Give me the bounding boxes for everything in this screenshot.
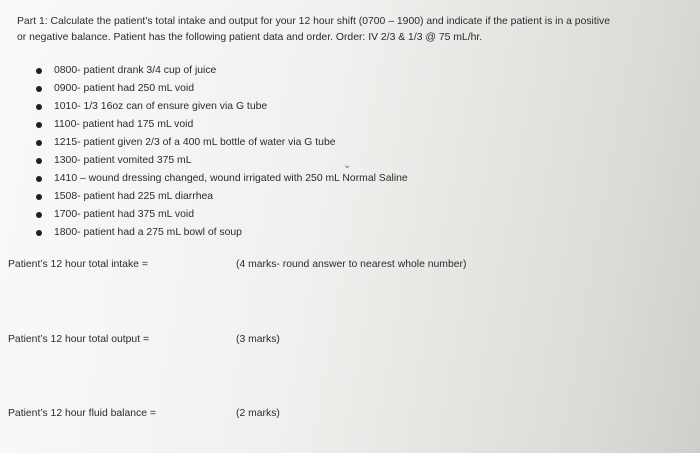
instructions-line-2: or negative balance. Patient has the following patient data and order. Order: IV 2/3 & 1/3 @ 75 mL/hr. [17,32,483,43]
question-label: Patient’s 12 hour total intake = [8,259,148,270]
list-item: 1215- patient given 2/3 of a 400 mL bottle of water via G tube [36,134,408,152]
stray-mark: ⌄ [343,160,352,171]
list-item: 1300- patient vomited 375 mL [36,152,408,170]
bullet-icon [36,158,42,164]
bullet-icon [36,230,42,236]
patient-data-list [36,62,408,242]
question-marks: (4 marks- round answer to nearest whole number) [236,259,467,270]
list-item: 0900- patient had 250 mL void [36,80,408,98]
bullet-icon [36,122,42,128]
question-marks: (3 marks) [236,334,280,345]
instructions-line-1: Part 1: Calculate the patient’s total intake and output for your 12 hour shift (0700 – 1900) and indicate if the patient is in a positive [17,16,611,27]
bullet-icon [36,86,42,92]
question-label: Patient’s 12 hour fluid balance = [8,408,156,419]
bullet-icon [36,194,42,200]
list-item: 1700- patient had 375 mL void [36,206,408,224]
bullet-icon [36,212,42,218]
list-item: 1800- patient had a 275 mL bowl of soup [36,224,408,242]
question-label: Patient’s 12 hour total output = [8,334,150,345]
list-item: 1100- patient had 175 mL void [36,116,408,134]
instructions [17,14,697,46]
bullet-icon [36,68,42,74]
list-item: 1010- 1/3 16oz can of ensure given via G tube [36,98,408,116]
list-item: 1508- patient had 225 mL diarrhea [36,188,408,206]
bullet-icon [36,140,42,146]
list-item: 0800- patient drank 3/4 cup of juice [36,62,408,80]
bullet-icon [36,176,42,182]
list-item: 1410 – wound dressing changed, wound irrigated with 250 mL Normal Saline [36,170,408,188]
bullet-icon [36,104,42,110]
question-marks: (2 marks) [236,408,280,419]
